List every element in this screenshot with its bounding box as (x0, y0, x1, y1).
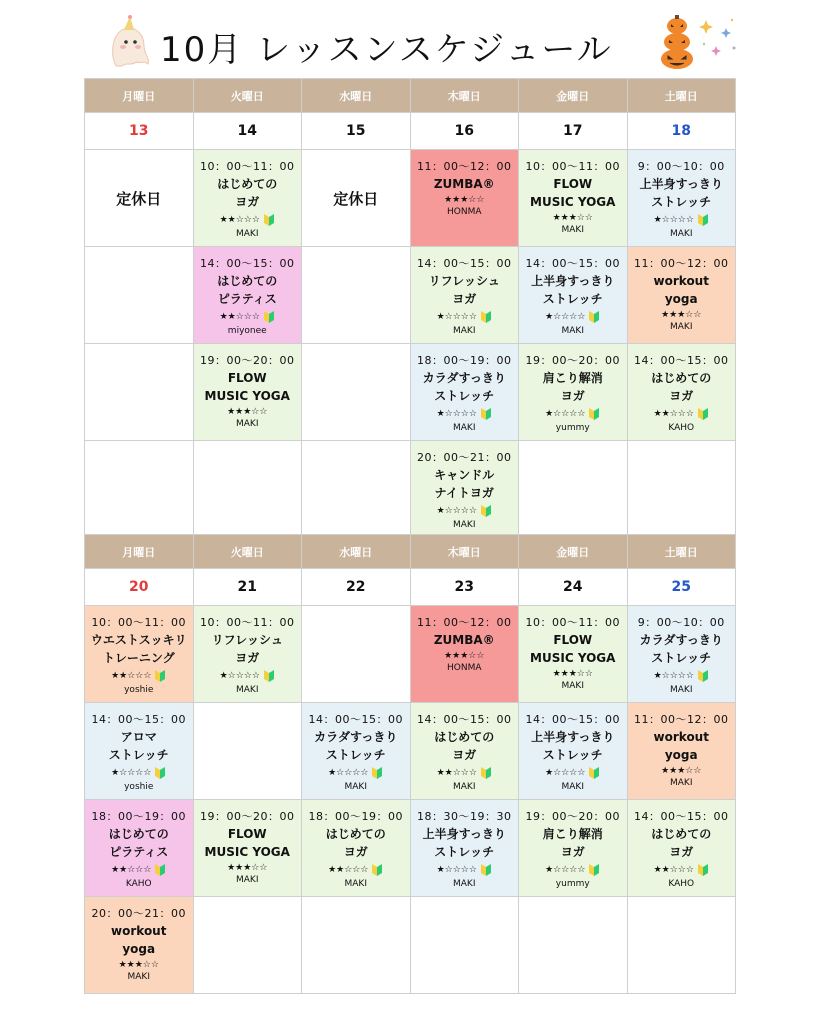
lesson-time: 14：00～15：00 (417, 257, 512, 270)
lesson-name: FLOW MUSIC YOGA (204, 827, 290, 859)
lesson-time: 11：00～12：00 (634, 713, 729, 726)
lesson-stars (628, 863, 736, 877)
date-cell: 13 (85, 113, 194, 150)
date-cell: 22 (302, 569, 411, 606)
instructor-name: MAKI (453, 879, 476, 889)
lesson-stars (85, 863, 193, 877)
empty-cell (519, 441, 628, 538)
lesson-stars (519, 407, 627, 421)
instructor-name: KAHO (125, 879, 152, 889)
date-cell: 20 (85, 569, 194, 606)
lesson-cell (627, 150, 736, 247)
lesson-cell (410, 247, 519, 344)
difficulty-stars: ★★☆☆☆ (436, 768, 477, 778)
instructor-name: MAKI (236, 419, 259, 429)
lesson-name: 上半身すっきり ストレッチ (531, 274, 615, 306)
lesson-time: 14：00～15：00 (525, 257, 620, 270)
lesson-name: カラダすっきり ストレッチ (422, 371, 506, 403)
date-cell: 24 (519, 569, 628, 606)
lesson-cell (193, 150, 302, 247)
instructor-name: MAKI (670, 229, 693, 239)
instructor-name: yummy (555, 423, 590, 433)
lesson-stars (85, 766, 193, 780)
instructor-name: yoshie (124, 782, 154, 792)
lesson-cell (85, 703, 194, 800)
difficulty-stars: ★★★☆☆ (661, 310, 702, 320)
lesson-time: 11：00～12：00 (634, 257, 729, 270)
lesson-time: 10：00～11：00 (525, 616, 620, 629)
empty-cell (302, 606, 411, 703)
empty-cell (627, 897, 736, 994)
difficulty-stars: ★★★☆☆ (227, 863, 268, 873)
pumpkin-stack-icon (658, 14, 696, 70)
difficulty-stars: ★☆☆☆☆ (653, 215, 694, 225)
difficulty-stars: ★★★☆☆ (444, 651, 485, 661)
instructor-name: MAKI (453, 520, 476, 530)
lesson-stars (194, 310, 302, 324)
weekday-cell: 金曜日 (519, 79, 628, 113)
date-cell: 17 (519, 113, 628, 150)
difficulty-stars: ★☆☆☆☆ (545, 312, 586, 322)
difficulty-stars: ★★☆☆☆ (219, 312, 260, 322)
lesson-cell (519, 800, 628, 897)
beginner-mark-icon (697, 863, 709, 877)
instructor-name: MAKI (670, 322, 693, 332)
empty-cell (302, 441, 411, 538)
empty-cell (193, 703, 302, 800)
lesson-name: ウエストスッキリ トレーニング (90, 633, 187, 665)
lesson-cell (627, 247, 736, 344)
lesson-time: 14：00～15：00 (308, 713, 403, 726)
closed-label: 定休日 (116, 190, 162, 208)
difficulty-stars: ★★★☆☆ (552, 669, 593, 679)
page-header (0, 0, 819, 78)
empty-cell (627, 441, 736, 538)
lesson-stars (302, 863, 410, 877)
instructor-name: MAKI (453, 326, 476, 336)
lesson-cell (193, 344, 302, 441)
lesson-stars (302, 766, 410, 780)
lesson-stars (628, 407, 736, 421)
lesson-stars (628, 310, 736, 320)
instructor-name: MAKI (670, 685, 693, 695)
lesson-time: 19：00～20：00 (200, 810, 295, 823)
difficulty-stars: ★☆☆☆☆ (111, 768, 152, 778)
empty-cell (85, 344, 194, 441)
lesson-cell (410, 441, 519, 538)
ghost-mascot-icon (104, 14, 154, 68)
instructor-name: MAKI (561, 681, 584, 691)
instructor-name: HONMA (446, 207, 482, 217)
beginner-mark-icon (588, 310, 600, 324)
empty-cell (519, 897, 628, 994)
weekday-header-row (85, 535, 736, 569)
lesson-stars (411, 766, 519, 780)
instructor-name: MAKI (127, 972, 150, 982)
lesson-cell (410, 703, 519, 800)
difficulty-stars: ★☆☆☆☆ (219, 671, 260, 681)
lesson-cell (519, 344, 628, 441)
lesson-cell (627, 606, 736, 703)
instructor-name: MAKI (561, 782, 584, 792)
lesson-stars (411, 407, 519, 421)
weekday-cell: 火曜日 (193, 79, 302, 113)
lesson-cell (410, 344, 519, 441)
beginner-mark-icon (588, 407, 600, 421)
lesson-time: 14：00～15：00 (91, 713, 186, 726)
lesson-stars (411, 195, 519, 205)
empty-cell (302, 247, 411, 344)
instructor-name: KAHO (668, 423, 695, 433)
lesson-stars (519, 669, 627, 679)
page-title: 10月 レッスンスケジュール (160, 30, 613, 70)
instructor-name: MAKI (344, 879, 367, 889)
difficulty-stars: ★★★☆☆ (118, 960, 159, 970)
instructor-name: yummy (555, 879, 590, 889)
lesson-stars (519, 213, 627, 223)
beginner-mark-icon (480, 407, 492, 421)
lesson-cell (519, 703, 628, 800)
date-row (85, 113, 736, 150)
lesson-cell (302, 800, 411, 897)
instructor-name: MAKI (561, 326, 584, 336)
beginner-mark-icon (697, 669, 709, 683)
lesson-name: workout yoga (653, 274, 709, 306)
lesson-name: 肩こり解消 ヨガ (542, 371, 603, 403)
instructor-name: MAKI (453, 423, 476, 433)
weekday-cell: 土曜日 (627, 79, 736, 113)
lesson-time: 14：00～15：00 (417, 713, 512, 726)
lesson-stars (519, 863, 627, 877)
slot-row (85, 800, 736, 897)
beginner-mark-icon (480, 863, 492, 877)
weekday-header-row (85, 79, 736, 113)
date-cell: 15 (302, 113, 411, 150)
difficulty-stars: ★☆☆☆☆ (436, 865, 477, 875)
difficulty-stars: ★☆☆☆☆ (436, 312, 477, 322)
difficulty-stars: ★★☆☆☆ (219, 215, 260, 225)
instructor-name: MAKI (236, 875, 259, 885)
lesson-stars (628, 766, 736, 776)
lesson-time: 9：00～10：00 (637, 160, 725, 173)
lesson-time: 19：00～20：00 (200, 354, 295, 367)
slot-row (85, 441, 736, 538)
beginner-mark-icon (263, 669, 275, 683)
closed-day-cell (85, 150, 194, 247)
lesson-name: リフレッシュ ヨガ (211, 633, 283, 665)
lesson-time: 14：00～15：00 (200, 257, 295, 270)
lesson-cell (85, 800, 194, 897)
lesson-name: workout yoga (653, 730, 709, 762)
date-cell: 16 (410, 113, 519, 150)
weekday-cell: 木曜日 (410, 535, 519, 569)
lesson-name: はじめての ヨガ (651, 827, 712, 859)
lesson-time: 10：00～11：00 (200, 616, 295, 629)
slot-row (85, 897, 736, 994)
lesson-time: 14：00～15：00 (525, 713, 620, 726)
slot-row (85, 247, 736, 344)
lesson-cell (193, 800, 302, 897)
lesson-cell (627, 703, 736, 800)
lesson-cell (519, 606, 628, 703)
lesson-name: 上半身すっきり ストレッチ (639, 177, 723, 209)
weekday-cell: 月曜日 (85, 535, 194, 569)
lesson-name: FLOW MUSIC YOGA (530, 633, 616, 665)
difficulty-stars: ★★★☆☆ (552, 213, 593, 223)
beginner-mark-icon (371, 863, 383, 877)
instructor-name: MAKI (670, 778, 693, 788)
beginner-mark-icon (263, 213, 275, 227)
lesson-name: はじめての ヨガ (325, 827, 386, 859)
date-cell: 23 (410, 569, 519, 606)
beginner-mark-icon (480, 766, 492, 780)
instructor-name: MAKI (561, 225, 584, 235)
date-row (85, 569, 736, 606)
difficulty-stars: ★★★☆☆ (444, 195, 485, 205)
beginner-mark-icon (154, 863, 166, 877)
lesson-time: 11：00～12：00 (417, 160, 512, 173)
lesson-time: 19：00～20：00 (525, 354, 620, 367)
lesson-time: 18：30～19：30 (417, 810, 512, 823)
weekday-cell: 土曜日 (627, 535, 736, 569)
lesson-stars (85, 669, 193, 683)
lesson-cell (410, 150, 519, 247)
lesson-stars (194, 213, 302, 227)
closed-day-cell (302, 150, 411, 247)
difficulty-stars: ★☆☆☆☆ (545, 865, 586, 875)
slot-row (85, 703, 736, 800)
difficulty-stars: ★★☆☆☆ (653, 409, 694, 419)
lesson-name: アロマ ストレッチ (108, 730, 169, 762)
lesson-name: カラダすっきり ストレッチ (314, 730, 398, 762)
weekday-cell: 水曜日 (302, 535, 411, 569)
lesson-name: FLOW MUSIC YOGA (204, 371, 290, 403)
empty-cell (302, 897, 411, 994)
difficulty-stars: ★★☆☆☆ (328, 865, 369, 875)
instructor-name: MAKI (236, 685, 259, 695)
lesson-time: 14：00～15：00 (634, 810, 729, 823)
difficulty-stars: ★☆☆☆☆ (545, 409, 586, 419)
lesson-stars (519, 766, 627, 780)
beginner-mark-icon (263, 310, 275, 324)
difficulty-stars: ★☆☆☆☆ (545, 768, 586, 778)
lesson-cell (519, 150, 628, 247)
lesson-cell (519, 247, 628, 344)
lesson-name: はじめての ヨガ (217, 177, 278, 209)
weekday-cell: 月曜日 (85, 79, 194, 113)
beginner-mark-icon (480, 310, 492, 324)
instructor-name: MAKI (344, 782, 367, 792)
empty-cell (193, 897, 302, 994)
lesson-name: 上半身すっきり ストレッチ (531, 730, 615, 762)
lesson-time: 10：00～11：00 (91, 616, 186, 629)
lesson-time: 18：00～19：00 (308, 810, 403, 823)
empty-cell (85, 247, 194, 344)
lesson-cell (85, 606, 194, 703)
closed-label: 定休日 (333, 190, 379, 208)
instructor-name: HONMA (446, 663, 482, 673)
lesson-stars (628, 213, 736, 227)
slot-row (85, 344, 736, 441)
lesson-time: 19：00～20：00 (525, 810, 620, 823)
slot-row (85, 150, 736, 247)
beginner-mark-icon (697, 213, 709, 227)
beginner-mark-icon (154, 766, 166, 780)
difficulty-stars: ★★★☆☆ (661, 766, 702, 776)
date-cell: 14 (193, 113, 302, 150)
weekday-cell: 水曜日 (302, 79, 411, 113)
lesson-stars (85, 960, 193, 970)
lesson-name: FLOW MUSIC YOGA (530, 177, 616, 209)
lesson-name: はじめての ピラティス (108, 827, 169, 859)
date-cell: 18 (627, 113, 736, 150)
lesson-name: ZUMBA® (433, 177, 495, 191)
lesson-time: 14：00～15：00 (634, 354, 729, 367)
instructor-name: miyonee (227, 326, 267, 336)
lesson-name: 上半身すっきり ストレッチ (422, 827, 506, 859)
beginner-mark-icon (588, 863, 600, 877)
beginner-mark-icon (480, 504, 492, 518)
weekday-cell: 火曜日 (193, 535, 302, 569)
date-cell: 25 (627, 569, 736, 606)
difficulty-stars: ★★☆☆☆ (653, 865, 694, 875)
empty-cell (193, 441, 302, 538)
lesson-name: はじめての ヨガ (434, 730, 495, 762)
lesson-time: 18：00～19：00 (417, 354, 512, 367)
lesson-cell (410, 606, 519, 703)
lesson-name: はじめての ヨガ (651, 371, 712, 403)
lesson-cell (193, 247, 302, 344)
lesson-time: 18：00～19：00 (91, 810, 186, 823)
lesson-cell (85, 897, 194, 994)
lesson-stars (628, 669, 736, 683)
lesson-cell (193, 606, 302, 703)
date-cell: 21 (193, 569, 302, 606)
lesson-stars (194, 863, 302, 873)
empty-cell (410, 897, 519, 994)
beginner-mark-icon (697, 407, 709, 421)
lesson-time: 10：00～11：00 (200, 160, 295, 173)
lesson-name: workout yoga (111, 924, 167, 956)
lesson-time: 11：00～12：00 (417, 616, 512, 629)
lesson-stars (411, 863, 519, 877)
lesson-stars (194, 669, 302, 683)
lesson-stars (411, 310, 519, 324)
lesson-name: カラダすっきり ストレッチ (639, 633, 723, 665)
sparkle-icon (696, 14, 742, 68)
beginner-mark-icon (371, 766, 383, 780)
weekday-cell: 木曜日 (410, 79, 519, 113)
lesson-cell (627, 344, 736, 441)
empty-cell (85, 441, 194, 538)
lesson-cell (627, 800, 736, 897)
week-table-2 (84, 534, 736, 994)
difficulty-stars: ★☆☆☆☆ (328, 768, 369, 778)
lesson-name: キャンドル ナイトヨガ (434, 468, 495, 500)
lesson-name: ZUMBA® (433, 633, 495, 647)
lesson-name: はじめての ピラティス (217, 274, 278, 306)
difficulty-stars: ★☆☆☆☆ (436, 506, 477, 516)
lesson-time: 20：00～21：00 (417, 451, 512, 464)
week-table-1 (84, 78, 736, 538)
empty-cell (302, 344, 411, 441)
weekday-cell: 金曜日 (519, 535, 628, 569)
lesson-time: 20：00～21：00 (91, 907, 186, 920)
instructor-name: MAKI (453, 782, 476, 792)
instructor-name: MAKI (236, 229, 259, 239)
lesson-stars (411, 504, 519, 518)
lesson-cell (410, 800, 519, 897)
instructor-name: yoshie (124, 685, 154, 695)
instructor-name: KAHO (668, 879, 695, 889)
lesson-stars (194, 407, 302, 417)
difficulty-stars: ★☆☆☆☆ (436, 409, 477, 419)
difficulty-stars: ★★☆☆☆ (111, 671, 152, 681)
beginner-mark-icon (588, 766, 600, 780)
lesson-time: 9：00～10：00 (637, 616, 725, 629)
lesson-stars (411, 651, 519, 661)
slot-row (85, 606, 736, 703)
beginner-mark-icon (154, 669, 166, 683)
lesson-stars (519, 310, 627, 324)
lesson-name: 肩こり解消 ヨガ (542, 827, 603, 859)
lesson-name: リフレッシュ ヨガ (428, 274, 500, 306)
difficulty-stars: ★★★☆☆ (227, 407, 268, 417)
difficulty-stars: ★☆☆☆☆ (653, 671, 694, 681)
lesson-time: 10：00～11：00 (525, 160, 620, 173)
lesson-cell (302, 703, 411, 800)
difficulty-stars: ★★☆☆☆ (111, 865, 152, 875)
